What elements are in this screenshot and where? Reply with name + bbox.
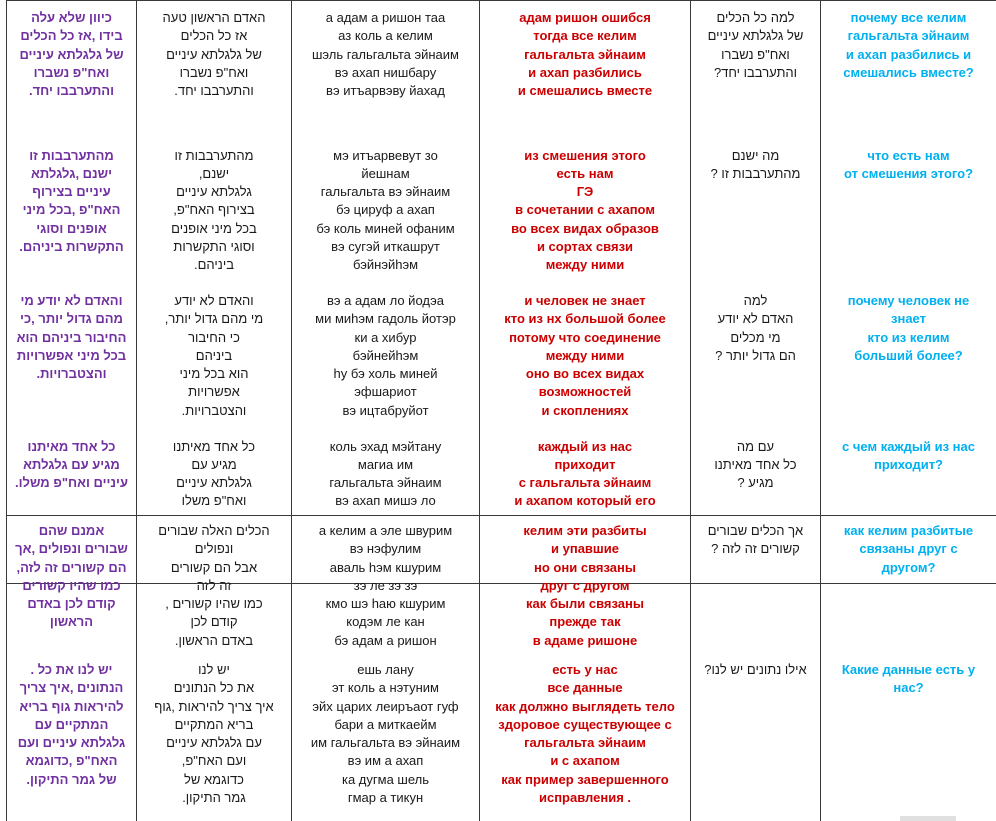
- hebrew-text-5: הכלים האלה שבורים ונפולים אבל הם קשורים זה לזה כמו שהיו קשורים , קודם לכן באדם הראשון.: [158, 523, 270, 648]
- translation-table-bottom: [6, 515, 996, 821]
- hebrew-column: [137, 1, 292, 584]
- purple-text-3: והאדם לא יודע מי מהם גדול יותר ,כי החיבור ביניהם הוא בכל מיני אפשרויות והצטברויות.: [16, 293, 127, 382]
- translit-text-6: ешь лану эт коль а нэтуним эйх царих леиръаот гуф бари а миткаейм им гальгальта вэ эйнаим вэ им а ахап ка дугма шель гмар а тикун: [310, 662, 461, 806]
- purple-text-5: אמנם שהם שבורים ונפולים ,אך הם קשורים זה לזה, כמו שהיו קשורים קודם לכן באדם הראשון: [15, 523, 128, 630]
- question-text-4: עם מה כל אחד מאיתנו מגיע ?: [714, 438, 797, 491]
- translit-text-4: коль эхад мэйтану магиа им гальгальта эйнаим вэ ахап мишэ ло: [329, 438, 442, 509]
- translation-table-top: [6, 0, 996, 584]
- hebrew-text-2: מהתערבבות זו ישנם, גלגלתא עיניים בצירוף האח"פ, בכל מיני אופנים וסוגי התקשרות ביניהם.: [171, 147, 257, 273]
- question-text-1: למה כל הכלים של גלגלתא עיניים ואח"פ נשברו והתערבבו יחד?: [707, 10, 804, 80]
- translit-text-3: вэ а адам ло йодэа ми миhэм гадоль йотэр ки а хибур бэйнейhэм hу бэ холь миней эфшариот вэ ицтабруйот: [315, 293, 456, 418]
- hebrew-text-3: והאדם לא יודע מי מהם גדול יותר, כי החיבור ביניהם הוא בכל מיני אפשרויות והצטברויות.: [164, 293, 264, 418]
- purple-text-6: יש לנו את כל . הנתונים ,איך צריך להיראות גוף בריא המתקיים עם גלגלתא עיניים ועם האח"פ ,כדוגמא של גמר התיקון.: [17, 662, 126, 787]
- question-text-2: מה ישנם מהתערבבות זו ?: [710, 147, 801, 181]
- hebrew-text-4: כל אחד מאיתנו מגיע עם גלגלתא עיניים ואח"פ משלו: [172, 438, 256, 509]
- russian-question-column: [821, 516, 996, 821]
- russian-text-6: есть у нас все данные как должно выглядеть тело здоровое существующее с гальгальта эйнаим и с ахапом как пример завершенного исправления .: [495, 662, 675, 806]
- transliteration-column: [292, 516, 480, 821]
- hebrew-text-6: יש לנו את כל הנתונים איך צריך להיראות ,גוף בריא המתקיים עם גלגלתא עיניים ועם האח"פ, כדוגמא של גמר התיקון.: [154, 662, 274, 806]
- translit-text-5: а келим а эле швурим вэ нэфулим аваль hэм кшурим зэ ле зэ зэ кмо шэ hаю кшурим кодэм ле кан бэ адам а ришон: [318, 523, 453, 648]
- translit-text-2: мэ итъарвевут зо йешнам гальгальта вэ эйнаим бэ цируф а ахап бэ коль миней офаним вэ сугэй иткашрут бэйнэйhэм: [316, 147, 455, 273]
- russian-text-2: из смешения этого есть нам ГЭ в сочетании с ахапом во всех видах образов и сортах связи между ними: [511, 147, 659, 273]
- hebrew-text-1: האדם הראשון טעה אז כל הכלים של גלגלתא עיניים ואח"פ נשברו והתערבבו יחד.: [162, 10, 266, 99]
- hebrew-column: [137, 516, 292, 821]
- russian-text-3: и человек не знает кто из нх большой более потому что соединение между ними оно во всех видах возможностей и скоплениях: [504, 293, 666, 418]
- ru-question-text-3: почему человек не знает кто из келим больший более?: [847, 293, 970, 363]
- russian-text-1: адам ришон ошибся тогда все келим гальгальта эйнаим и ахап разбились и смешались вместе: [517, 10, 653, 99]
- question-text-3: למה האדם לא יודע מי מכלים הם גדול יותר ?: [715, 293, 796, 363]
- horizontal-scrollbar-thumb[interactable]: [900, 816, 956, 821]
- russian-question-column: [821, 1, 996, 584]
- ru-question-text-6: Какие данные есть у нас?: [841, 662, 976, 696]
- question-column: [691, 1, 821, 584]
- purple-text-4: כל אחד מאיתנו מגיע עם גלגלתא עיניים ואח"פ משלו.: [14, 438, 128, 491]
- question-text-6: אילו נתונים יש לנו?: [704, 662, 807, 677]
- russian-column: [480, 1, 691, 584]
- purple-text-2: מהתערבבות זו ישנם ,גלגלתא עיניים בצירוף האח"פ ,בכל מיני אופנים וסוגי התקשרות ביניהם.: [19, 147, 124, 254]
- ru-question-text-2: что есть нам от смешения этого?: [843, 147, 974, 181]
- purple-column: [7, 516, 137, 821]
- ru-question-text-5: как келим разбитые связаны друг с другом?: [843, 523, 974, 575]
- purple-column: [7, 1, 137, 584]
- russian-text-5: келим эти разбиты и упавшие но они связаны друг с другом как были связаны прежде так в адаме ришоне: [523, 523, 647, 648]
- question-text-5: אך הכלים שבורים קשורים זה לזה ?: [707, 523, 804, 557]
- ru-question-text-1: почему все келим гальгальта эйнаим и ахап разбились и смешались вместе?: [843, 10, 974, 80]
- table-row: [7, 516, 996, 821]
- russian-text-4: каждый из нас приходит с гальгальта эйнаим и ахапом который его: [514, 438, 656, 509]
- table-row: [7, 1, 996, 584]
- transliteration-column: [292, 1, 480, 584]
- purple-text-1: כיוון שלא עלה בידו ,אז כל הכלים של גלגלתא עיניים ואח"פ נשברו והתערבבו יחד.: [19, 10, 124, 99]
- russian-column: [480, 516, 691, 821]
- translit-text-1: а адам а ришон таа аз коль а келим шэль гальгальта эйнаим вэ ахап нишбару вэ итъарвэву йахад: [312, 10, 459, 99]
- question-column: [691, 516, 821, 821]
- ru-question-text-4: с чем каждый из нас приходит?: [842, 438, 975, 472]
